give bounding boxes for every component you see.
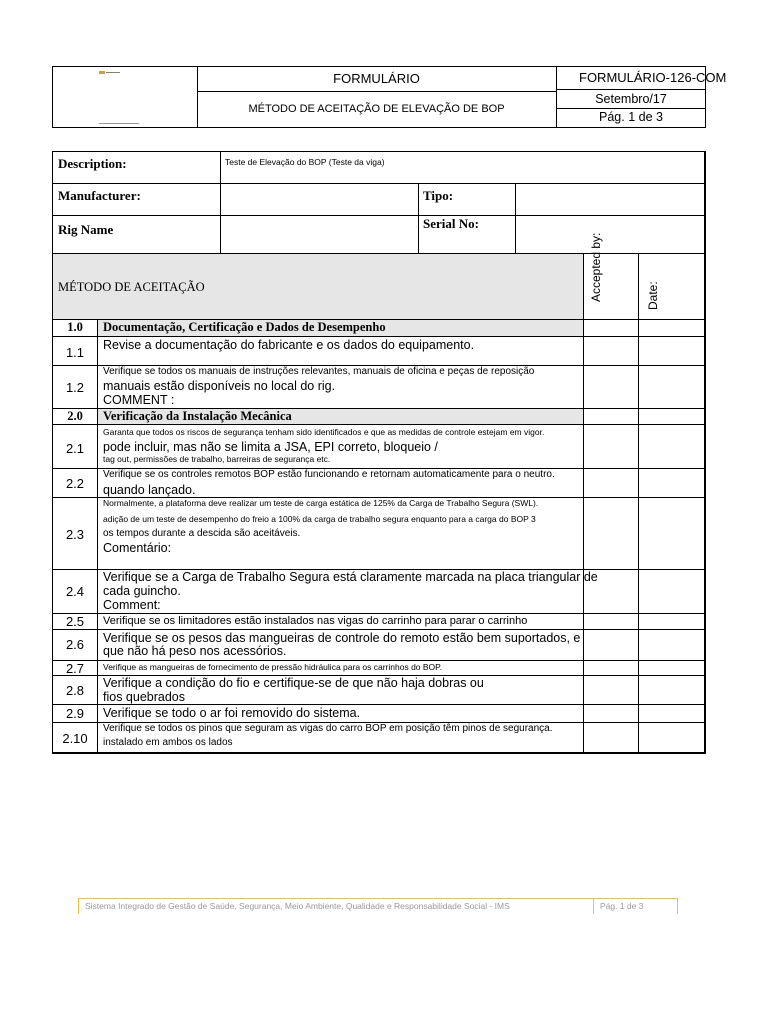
item-1-2-text-line: Verifique se todos os manuais de instruções relevantes, manuais de oficina e peças de reposição (103, 366, 535, 377)
item-2-9-number: 2.9 (65, 706, 85, 721)
company-logo (53, 67, 198, 127)
tipo-field[interactable] (516, 184, 705, 214)
section-1-title: Documentação, Certificação e Dados de Desempenho (103, 320, 386, 334)
footer-system-text: Sistema Integrado de Gestão de Saúde, Segurança, Meio Ambiente, Qualidade e Responsabilidade Social - IMS (85, 901, 510, 911)
serial-no-field[interactable] (516, 216, 705, 252)
item-2-8-text-line: fios quebrados (103, 690, 186, 704)
item-2-9-text: Verifique se todo o ar foi removido do sistema. (103, 706, 361, 720)
item-2-3-text-line: adição de um teste de desempenho do freio a 100% da carga de trabalho segura enquanto para a carga do BOP 3 (103, 514, 536, 524)
form-title: FORMULÁRIO (197, 67, 556, 92)
tipo-label: Tipo: (423, 188, 454, 203)
item-2-3-comment: Comentário: (103, 541, 172, 555)
item-2-3-text-line: os tempos durante a descida são aceitáveis. (103, 528, 301, 539)
footer-divider (593, 899, 594, 914)
item-2-1-number: 2.1 (65, 441, 85, 456)
item-1-2-comment: COMMENT : (103, 393, 175, 407)
item-2-7-number: 2.7 (65, 661, 85, 676)
item-2-2-text-line: Verifique se os controles remotos BOP estão funcionando e retornam automaticamente para o neutro. (103, 469, 555, 480)
item-2-3-number: 2.3 (65, 527, 85, 542)
item-2-6-text-line: Verifique se os pesos das mangueiras de controle do remoto estão bem suportados, e (103, 631, 581, 645)
manufacturer-field[interactable] (221, 184, 417, 214)
item-1-1-text: Revise a documentação do fabricante e os dados do equipamento. (103, 338, 475, 352)
form-subtitle: MÉTODO DE ACEITAÇÃO DE ELEVAÇÃO DE BOP (248, 103, 505, 115)
page-number: Pág. 1 de 3 (599, 110, 663, 124)
item-1-2-number: 1.2 (65, 380, 85, 395)
method-title: MÉTODO DE ACEITAÇÃO (58, 280, 205, 294)
rig-name-field[interactable] (221, 216, 417, 252)
logo-fine-print (99, 123, 139, 124)
item-2-6-text-line: que não há peso nos acessórios. (103, 644, 287, 658)
form-date: Setembro/17 (557, 89, 705, 109)
item-2-4-number: 2.4 (65, 584, 85, 599)
item-2-10-text-line: instalado em ambos os lados (103, 737, 233, 748)
form-code: FORMULÁRIO-126-COM (579, 70, 727, 85)
page-footer (78, 898, 678, 914)
logo-mark-icon (99, 70, 121, 75)
accepted-by-header: Accepted by: (589, 232, 603, 302)
rig-name-label: Rig Name (58, 222, 114, 237)
description-value: Teste de Elevação do BOP (Teste da viga) (225, 157, 385, 167)
item-2-1-text-line: pode incluir, mas não se limita a JSA, EPI correto, bloqueio / (103, 440, 438, 454)
item-2-3-text-line: Normalmente, a plataforma deve realizar um teste de carga estática de 125% da Carga de Trabalho Segura (SWL). (103, 498, 539, 508)
document-header (52, 66, 727, 128)
item-2-6-number: 2.6 (65, 637, 85, 652)
section-1-number: 1.0 (67, 320, 83, 334)
section-2-number: 2.0 (67, 409, 83, 423)
section-2-title: Verificação da Instalação Mecânica (103, 409, 292, 423)
date-header: Date: (646, 281, 660, 310)
item-2-4-text-line: cada guincho. (103, 584, 181, 598)
item-2-10-text-line: Verifique se todos os pinos que seguram as vigas do carro BOP em posição têm pinos de segurança. (103, 723, 553, 734)
item-1-1-number: 1.1 (65, 345, 85, 360)
item-2-2-number: 2.2 (65, 476, 85, 491)
item-2-4-comment: Comment: (103, 598, 161, 612)
item-2-2-text-line: quando lançado. (103, 483, 196, 497)
manufacturer-label: Manufacturer: (58, 188, 141, 203)
acceptance-form (52, 151, 706, 754)
item-2-4-text-line: Verifique se a Carga de Trabalho Segura está claramente marcada na placa triangular de (103, 570, 598, 584)
item-2-7-text: Verifique as mangueiras de fornecimento de pressão hidráulica para os carrinhos do BOP. (103, 662, 443, 672)
serial-no-label: Serial No: (423, 216, 479, 231)
item-2-8-text-line: Verifique a condição do fio e certifique-se de que não haja dobras ou (103, 676, 484, 690)
header-meta-block (557, 67, 727, 127)
description-label: Description: (58, 156, 127, 171)
item-2-8-number: 2.8 (65, 683, 85, 698)
item-2-5-text: Verifique se os limitadores estão instalados nas vigas do carrinho para parar o carrinho (103, 615, 528, 627)
item-2-1-text-line: tag out, permissões de trabalho, barreiras de segurança etc. (103, 454, 331, 464)
item-1-2-text-line: manuais estão disponíveis no local do rig. (103, 379, 336, 393)
item-2-1-text-line: Garanta que todos os riscos de segurança tenham sido identificados e que as medidas de controle estejam em vigor. (103, 427, 545, 437)
item-2-10-number: 2.10 (62, 731, 88, 746)
footer-page-number: Pág. 1 de 3 (600, 901, 644, 911)
header-title-block (197, 67, 557, 127)
item-2-5-number: 2.5 (65, 614, 85, 629)
